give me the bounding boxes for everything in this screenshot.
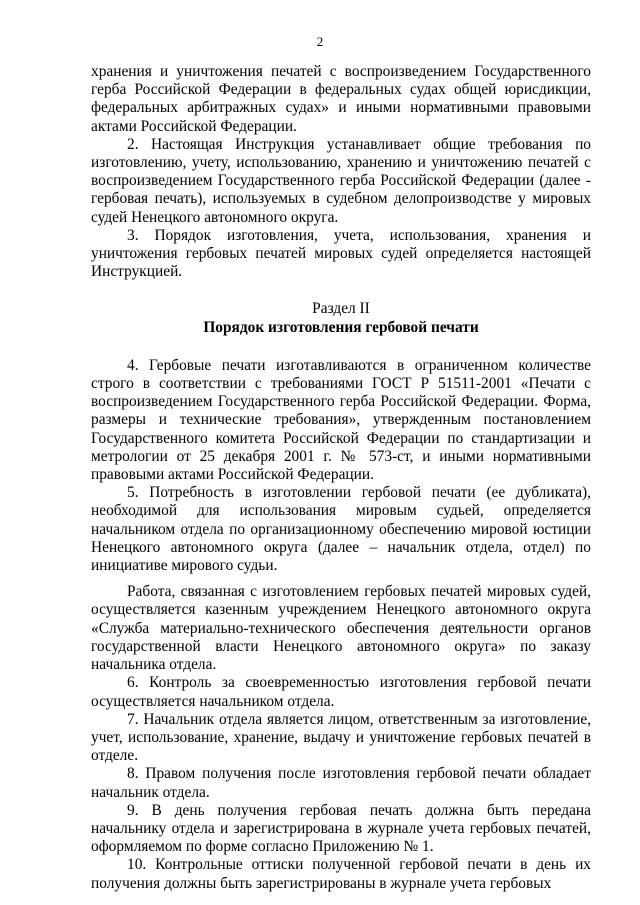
section-heading: Порядок изготовления гербовой печати — [203, 318, 479, 336]
paragraph-9: 9. В день получения гербовая печать должна быть передана начальнику отдела и зарегистрирована в журнале учета гербовых печатей, оформляемом по форме согласно Приложению № 1. — [91, 801, 591, 856]
paragraph-intro-continuation: хранения и уничтожения печатей с воспроизведением Государственного герба Российской Федерации в федеральных судах общей юрисдикции, федеральных арбитражных судах» и иными нормативными правовыми актами Российской Федерации. — [91, 63, 591, 135]
section-label: Раздел II — [312, 300, 370, 318]
paragraph-10: 10. Контрольные оттиски полученной гербовой печати в день их получения должны быть зарегистрированы в журнале учета гербовых — [91, 856, 591, 892]
paragraph-5-work: Работа, связанная с изготовлением гербовых печатей мировых судей, осуществляется казенным учреждением Ненецкого автономного округа «Служба материально-технического обеспечения деятельности органов государственной власти Ненецкого автономного округа» по заказу начальника отдела. — [91, 583, 591, 674]
paragraph-8: 8. Правом получения после изготовления гербовой печати обладает начальник отдела. — [91, 765, 591, 801]
paragraph-2: 2. Настоящая Инструкция устанавливает общие требования по изготовлению, учету, использованию, хранению и уничтожению печатей с воспроизведением Государственного герба Российской Федерации (далее - гербовая печать), используемых в судебном делопроизводстве у мировых судей Ненецкого автономного округа. — [91, 135, 591, 226]
paragraph-7: 7. Начальник отдела является лицом, ответственным за изготовление, учет, использование, хранение, выдачу и уничтожение гербовых печатей в отделе. — [91, 710, 591, 765]
document-body — [91, 63, 591, 893]
page-number: 2 — [316, 34, 324, 49]
paragraph-4: 4. Гербовые печати изготавливаются в ограниченном количестве строго в соответствии с требованиями ГОСТ Р 51511-2001 «Печати с воспроизведением Государственного герба Российской Федерации. Форма, размеры и технические требования», утвержденным постановлением Государственного комитета Российской Федерации по стандартизации и метрологии от 25 декабря 2001 г. № 573-ст, и иными нормативными правовыми актами Российской Федерации. — [91, 356, 591, 484]
paragraph-5: 5. Потребность в изготовлении гербовой печати (ее дубликата), необходимой для использования мировым судьей, определяется начальником отдела по организационному обеспечению мировой юстиции Ненецкого автономного округа (далее – начальник отдела, отдел) по инициативе мирового судьи. — [91, 484, 591, 575]
paragraph-6: 6. Контроль за своевременностью изготовления гербовой печати осуществляется начальником отдела. — [91, 674, 591, 710]
paragraph-3: 3. Порядок изготовления, учета, использования, хранения и уничтожения гербовых печатей мировых судей определяется настоящей Инструкцией. — [91, 226, 591, 281]
